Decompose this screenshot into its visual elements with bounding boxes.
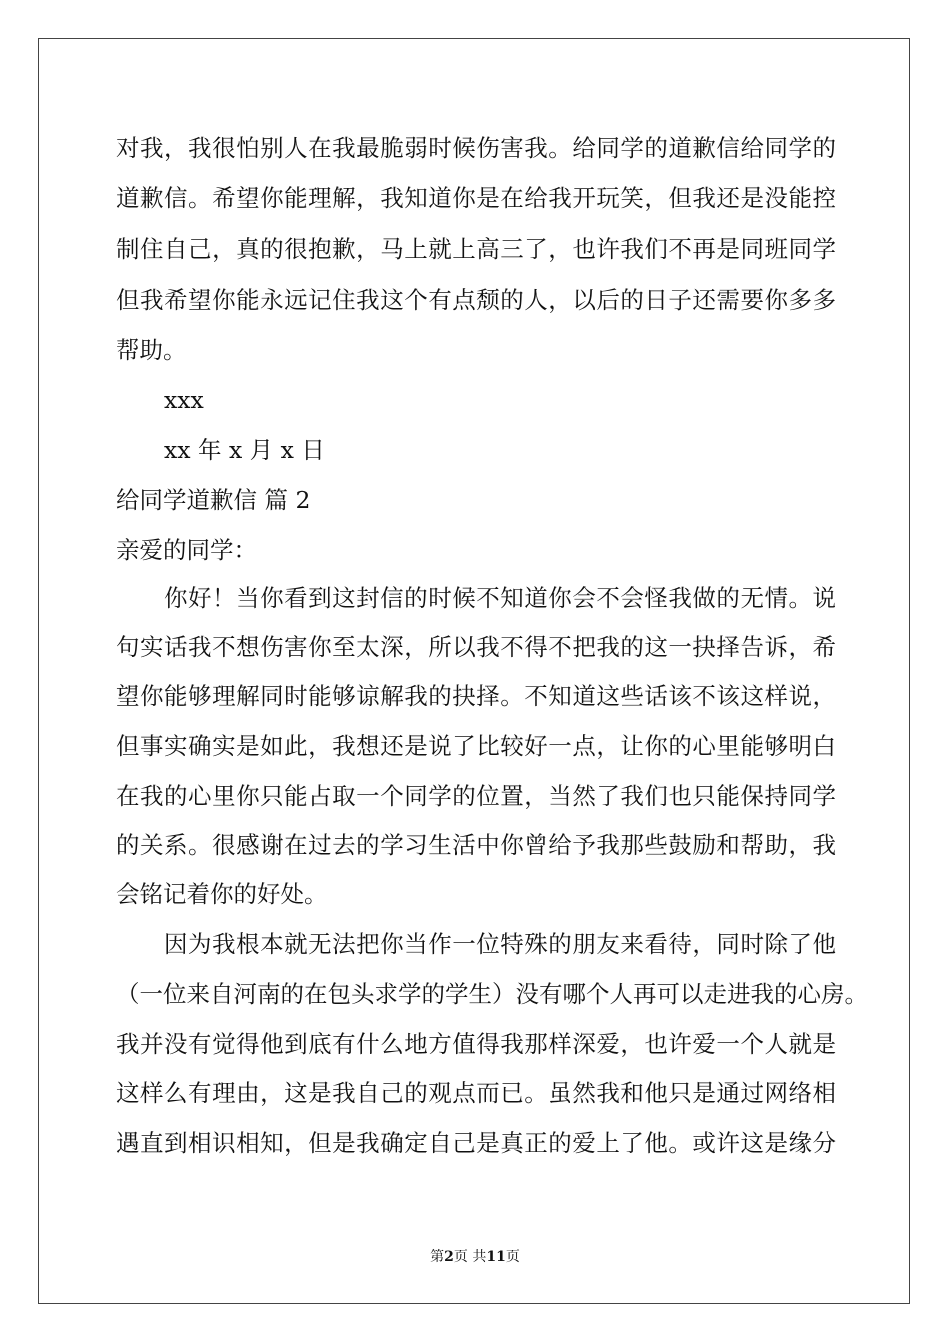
footer-page-total: 11 (486, 1249, 506, 1265)
paragraph-1-line-4: 但我希望你能永远记住我这个有点颓的人，以后的日子还需要你多多 (116, 286, 836, 314)
paragraph-2-line-3: 望你能够理解同时能够谅解我的抉择。不知道这些话该不该这样说， (116, 682, 836, 710)
paragraph-3-line-5: 遇直到相识相知，但是我确定自己是真正的爱上了他。或许这是缘分 (116, 1129, 836, 1157)
paragraph-2-line-5: 在我的心里你只能占取一个同学的位置，当然了我们也只能保持同学 (116, 782, 836, 810)
paragraph-1-line-5: 帮助。 (116, 336, 187, 364)
paragraph-2-line-2: 句实话我不想伤害你至太深，所以我不得不把我的这一抉择告诉，希 (116, 633, 836, 661)
paragraph-1-line-2: 道歉信。希望你能理解，我知道你是在给我开玩笑，但我还是没能控 (116, 184, 836, 212)
page-footer (0, 1248, 950, 1266)
paragraph-2-line-4: 但事实确实是如此，我想还是说了比较好一点，让你的心里能够明白 (116, 732, 836, 760)
signature: xxx (164, 386, 204, 414)
salutation: 亲爱的同学： (116, 536, 257, 564)
paragraph-3-line-2: （一位来自河南的在包头求学的学生）没有哪个人再可以走进我的心房。 (116, 980, 868, 1008)
footer-page-suffix: 页 (505, 1249, 520, 1265)
section-title: 给同学道歉信 篇 2 (116, 486, 311, 514)
footer-page-current: 2 (444, 1249, 454, 1265)
paragraph-2-line-7: 会铭记着你的好处。 (116, 880, 328, 908)
footer-page-mid: 页 共 (453, 1249, 487, 1265)
page-border (38, 38, 910, 1304)
paragraph-3-line-3: 我并没有觉得他到底有什么地方值得我那样深爱，也许爱一个人就是 (116, 1030, 836, 1058)
paragraph-2-line-6: 的关系。很感谢在过去的学习生活中你曾给予我那些鼓励和帮助，我 (116, 831, 836, 859)
paragraph-1-line-1: 对我，我很怕别人在我最脆弱时候伤害我。给同学的道歉信给同学的 (116, 134, 836, 162)
paragraph-3-line-1: 因为我根本就无法把你当作一位特殊的朋友来看待，同时除了他 (164, 930, 836, 958)
paragraph-3-line-4: 这样么有理由，这是我自己的观点而已。虽然我和他只是通过网络相 (116, 1079, 836, 1107)
paragraph-1-line-3: 制住自己，真的很抱歉，马上就上高三了，也许我们不再是同班同学 (116, 235, 836, 263)
paragraph-2-line-1: 你好！当你看到这封信的时候不知道你会不会怪我做的无情。说 (164, 584, 836, 612)
letter-date: xx 年 x 月 x 日 (164, 436, 325, 464)
footer-page-prefix: 第 (430, 1249, 445, 1265)
